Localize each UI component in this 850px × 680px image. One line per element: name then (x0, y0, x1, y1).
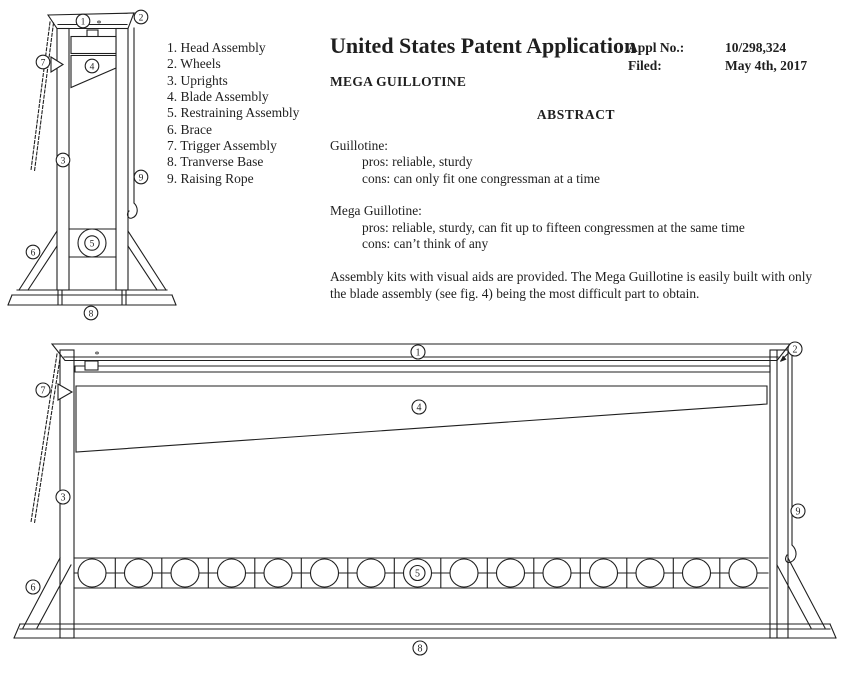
mega-guillotine-title: Mega Guillotine: (330, 203, 422, 219)
small-callout-5 (85, 236, 99, 250)
small-callout-3 (56, 153, 70, 167)
filed-label: Filed: (628, 58, 662, 73)
small-callout-6 (26, 245, 40, 259)
parts-list-item: 5. Restraining Assembly (167, 105, 300, 121)
small-guillotine-figure (8, 10, 176, 320)
small-callout-2 (134, 10, 148, 24)
mega-mark-asterisk: * (94, 350, 100, 361)
small-callout-8 (84, 306, 98, 320)
guillotine-cons: cons: can only fit one congressman at a time (362, 170, 600, 186)
svg-text:1: 1 (415, 347, 421, 359)
abstract-section-mega-guillotine (330, 203, 827, 252)
filed-value: May 4th, 2017 (725, 58, 808, 73)
abstract-section-guillotine (330, 138, 827, 187)
parts-list-item: 9. Raising Rope (167, 170, 254, 186)
mega-callout-4 (412, 400, 426, 414)
small-blade-crossbar (71, 37, 116, 54)
parts-list-item: 7. Trigger Assembly (167, 138, 277, 154)
svg-text:7: 7 (40, 58, 46, 69)
small-callout-7 (36, 55, 50, 69)
mega-callout-9 (791, 504, 805, 518)
appl-no-value: 10/298,324 (725, 40, 787, 55)
mega-transverse-base (14, 624, 836, 638)
small-raising-rope (128, 28, 138, 218)
svg-text:3: 3 (60, 492, 66, 504)
guillotine-pros: pros: reliable, sturdy (362, 154, 473, 170)
mega-raising-rope (786, 352, 796, 562)
svg-text:1: 1 (80, 17, 86, 28)
svg-text:4: 4 (89, 62, 95, 73)
small-trigger-rope (31, 22, 54, 171)
parts-list-item: 2. Wheels (167, 56, 221, 72)
svg-text:9: 9 (795, 506, 801, 518)
mega-callout-7 (36, 383, 50, 397)
parts-list (167, 40, 299, 187)
parts-list-item: 1. Head Assembly (167, 40, 266, 55)
mega-callout-6 (26, 580, 40, 594)
svg-text:8: 8 (417, 643, 423, 655)
parts-list-item: 4. Blade Assembly (167, 89, 269, 105)
mega-release-latch (85, 361, 98, 370)
guillotine-title: Guillotine: (330, 138, 389, 153)
svg-text:9: 9 (138, 173, 144, 184)
svg-text:7: 7 (40, 385, 46, 397)
mega-trigger-assembly (58, 384, 72, 400)
application-info (628, 39, 807, 75)
mega-callout-3 (56, 490, 70, 504)
small-callout-4 (85, 59, 99, 73)
mega-blade-assembly (76, 386, 767, 452)
svg-text:5: 5 (415, 568, 420, 580)
svg-text:2: 2 (792, 344, 798, 356)
svg-text:6: 6 (30, 248, 36, 259)
mega-guillotine-cons: cons: can’t think of any (362, 236, 489, 252)
small-head-assembly (48, 13, 134, 29)
small-transverse-base (8, 290, 176, 305)
abstract-heading: ABSTRACT (536, 107, 616, 122)
small-callout-9 (134, 170, 148, 184)
svg-text:3: 3 (60, 156, 66, 167)
abstract-closing: Assembly kits with visual aids are provided. The Mega Guillotine is easily built with only the blade assembly (see fig. 4) being the most difficult part to obtain. (330, 269, 813, 301)
parts-list-item: 3. Uprights (167, 72, 228, 88)
mega-callout-5 (410, 566, 425, 581)
svg-text:8: 8 (88, 309, 94, 320)
mega-callout-1 (411, 345, 425, 359)
mega-callout-8 (413, 641, 427, 655)
page-title: United States Patent Application (330, 33, 637, 58)
svg-text:5: 5 (89, 239, 95, 250)
svg-text:4: 4 (416, 402, 422, 414)
parts-list-item: 6. Brace (167, 121, 212, 137)
mega-guillotine-pros: pros: reliable, sturdy, can fit up to fifteen congressmen at the same time (362, 219, 745, 235)
mega-guillotine-figure (14, 342, 836, 655)
small-mark-asterisk: * (96, 19, 102, 30)
svg-text:6: 6 (30, 582, 36, 594)
svg-text:2: 2 (138, 13, 144, 24)
small-callout-1 (76, 14, 90, 28)
mega-callout-2 (788, 342, 802, 356)
parts-list-item: 8. Tranverse Base (167, 154, 264, 170)
mega-head-rail (75, 366, 770, 372)
appl-no-label: Appl No.: (628, 40, 685, 55)
document-title: MEGA GUILLOTINE (330, 74, 467, 89)
abstract-body (330, 138, 827, 302)
